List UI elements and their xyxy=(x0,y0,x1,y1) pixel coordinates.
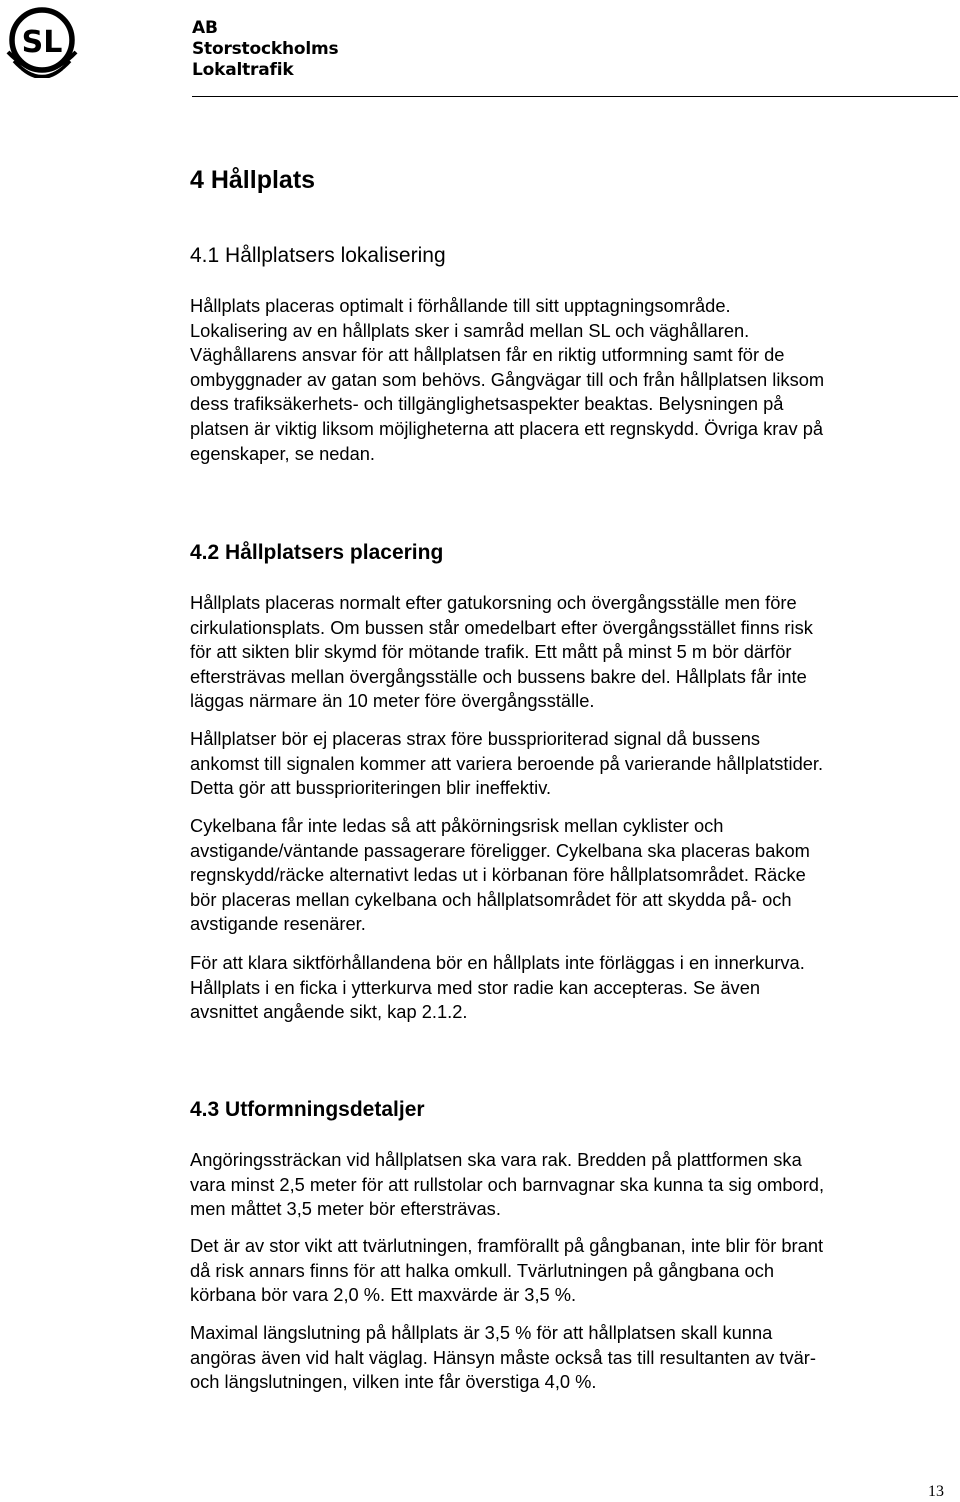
text-line: Hållplats i en ficka i ytterkurva med stor radie kan accepteras. Se även xyxy=(190,976,761,998)
text-line: bör placeras mellan cykelbana och hållplatsområdet för att skydda på- och xyxy=(190,888,792,910)
paragraph xyxy=(190,1148,935,1222)
paragraph xyxy=(190,591,935,714)
text-line: och längslutningen, vilken inte får överstiga 4,0 %. xyxy=(190,1371,597,1393)
text-line: Lokalisering av en hållplats sker i samråd mellan SL och väghållaren. xyxy=(190,319,750,341)
paragraph xyxy=(190,1234,935,1308)
organization-name xyxy=(192,18,338,81)
text-line: ankomst till signalen kommer att variera beroende på varierande hållplatstider. xyxy=(190,752,824,774)
org-name-line: Storstockholms xyxy=(192,39,339,59)
text-line: Hållplats placeras normalt efter gatukorsning och övergångsställe men före xyxy=(190,592,797,613)
text-line: För att klara siktförhållandena bör en hållplats inte förläggas i en innerkurva. xyxy=(190,952,805,973)
text-line: avstigande resenärer. xyxy=(190,913,366,935)
page-number: 13 xyxy=(928,1483,944,1500)
paragraph xyxy=(190,727,935,801)
text-line: Väghållarens ansvar för att hållplatsen får en riktig utformning samt för de xyxy=(190,344,785,366)
text-line: angöras även vid halt väglag. Hänsyn måste också tas till resultanten av tvär- xyxy=(190,1346,816,1368)
org-name-line: AB xyxy=(192,18,218,38)
text-line: men måttet 3,5 meter bör eftersträvas. xyxy=(190,1198,501,1220)
text-line: vara minst 2,5 meter för att rullstolar och barnvagnar ska kunna ta sig ombord, xyxy=(190,1173,825,1195)
text-line: dess trafiksäkerhets- och tillgänglighetsaspekter beaktas. Belysningen på xyxy=(190,393,784,415)
section-title-4-1: 4.1 Hållplatsers lokalisering xyxy=(190,244,446,267)
text-line: regnskydd/räcke alternativt ledas ut i körbanan före hållplatsområdet. Räcke xyxy=(190,864,806,886)
section-title-4-2: 4.2 Hållplatsers placering xyxy=(190,541,444,564)
text-line: Angöringssträckan vid hållplatsen ska vara rak. Bredden på plattformen ska xyxy=(190,1149,802,1170)
text-line: egenskaper, se nedan. xyxy=(190,442,375,464)
text-line: Hållplats placeras optimalt i förhållande till sitt upptagningsområde. xyxy=(190,295,731,316)
chapter-title: 4 Hållplats xyxy=(190,166,316,194)
page-header xyxy=(0,0,960,110)
text-line: avstigande/väntande passagerare föreligger. Cykelbana ska placeras bakom xyxy=(190,839,810,861)
sl-logo-icon xyxy=(4,6,84,78)
text-line: Det är av stor vikt att tvärlutningen, framförallt på gångbanan, inte blir för brant xyxy=(190,1235,824,1256)
text-line: ombyggnader av gatan som behövs. Gångvägar till och från hållplatsen liksom xyxy=(190,368,825,390)
text-line: avsnittet angående sikt, kap 2.1.2. xyxy=(190,1001,468,1023)
text-line: eftersträvas mellan övergångsställe och bussens bakre del. Hållplats får inte xyxy=(190,665,807,687)
section-title-4-3: 4.3 Utformningsdetaljer xyxy=(190,1098,425,1121)
paragraph xyxy=(190,294,935,466)
text-line: Cykelbana får inte ledas så att påkörningsrisk mellan cyklister och xyxy=(190,815,724,836)
text-line: körbana bör vara 2,0 %. Ett maxvärde är 3,5 %. xyxy=(190,1284,577,1306)
logo-text: SL xyxy=(21,25,63,60)
text-line: Hållplatser bör ej placeras strax före bussprioriterad signal då bussens xyxy=(190,728,761,749)
paragraph xyxy=(190,1321,935,1395)
text-line: Detta gör att bussprioriteringen blir ineffektiv. xyxy=(190,777,552,799)
text-line: cirkulationsplats. Om bussen står omedelbart efter övergångsstället finns risk xyxy=(190,616,813,638)
text-line: då risk annars finns för att halka omkull. Tvärlutningen på gångbana och xyxy=(190,1259,775,1281)
text-line: Maximal längslutning på hållplats är 3,5 % för att hållplatsen skall kunna xyxy=(190,1322,773,1343)
text-line: läggas närmare än 10 meter före övergångsställe. xyxy=(190,690,595,712)
text-line: för att sikten blir skymd för mötande trafik. Ett mått på minst 5 m bör därför xyxy=(190,641,792,663)
paragraph xyxy=(190,951,935,1025)
paragraph xyxy=(190,814,935,937)
header-divider xyxy=(192,96,958,97)
text-line: platsen är viktig liksom möjligheterna att placera ett regnskydd. Övriga krav på xyxy=(190,417,824,439)
org-name-line: Lokaltrafik xyxy=(192,60,294,80)
